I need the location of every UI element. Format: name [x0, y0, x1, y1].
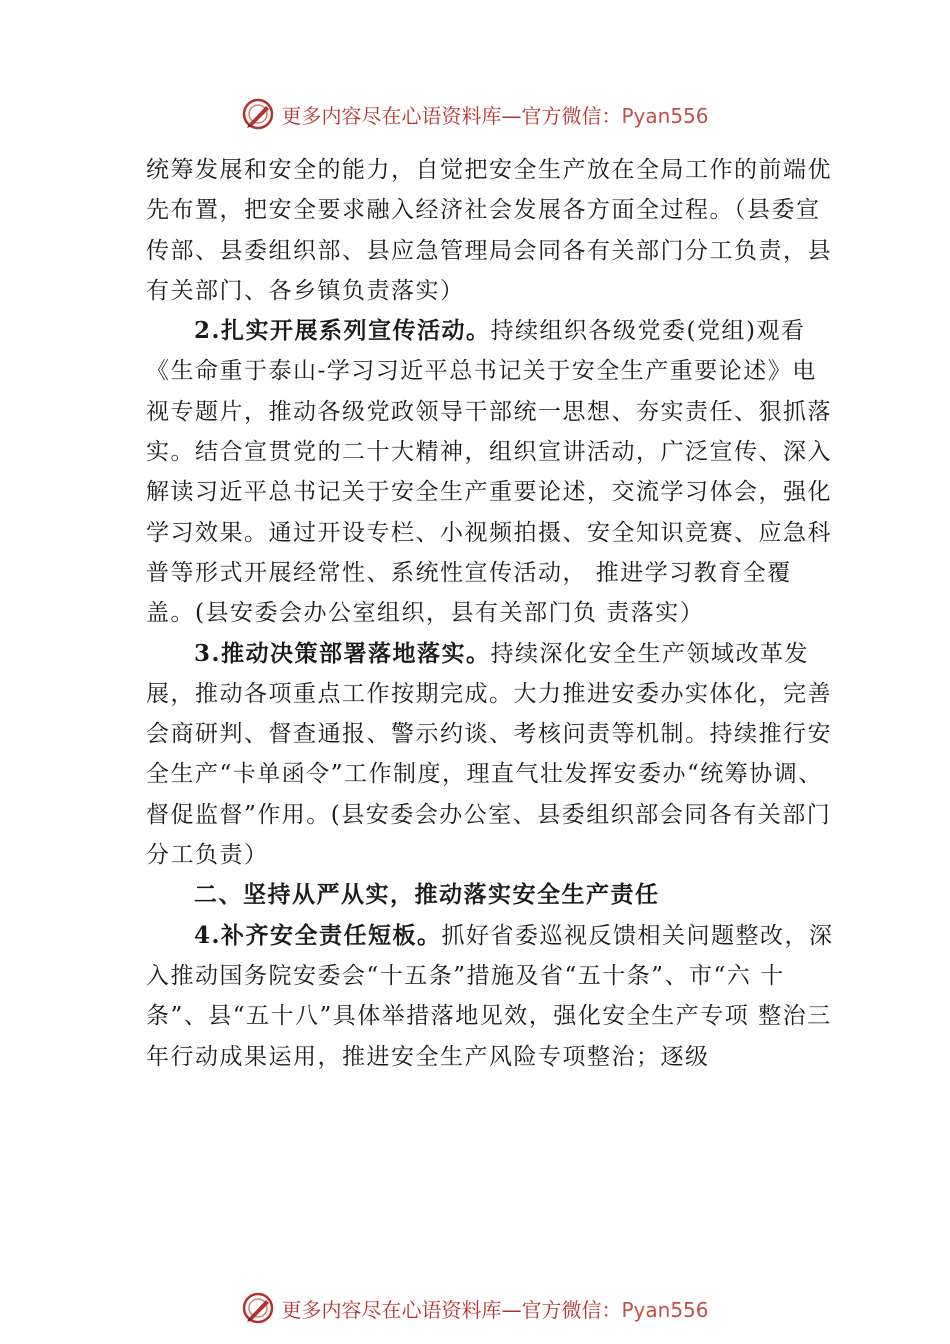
header-banner: [0, 94, 950, 134]
item-heading: 4.补齐安全责任短板。: [194, 921, 442, 949]
item-heading: 2.扎实开展系列宣传活动。: [194, 317, 491, 345]
item-text: 抓好省委巡视反馈相关问题整改，深入推动国务院安委会“十五条”措施及省“五十条”、市“六 十条”、县“五十八”具体举措落地见效，强化安全生产专项 整治三年行动成果运用，推进安全生产风险专项整治；逐级: [146, 922, 834, 1070]
section-heading: 二、坚持从严从实，推动落实安全生产责任: [194, 881, 660, 909]
brush-logo-icon: [241, 1291, 275, 1325]
item-text: 持续深化安全生产领域改革发展，推动各项重点工作按期完成。大力推进安委办实体化，完善会商研判、督查通报、警示约谈、考核问责等机制。持续推行安全生产“卡单函令”工作制度，理直气壮发挥安委办“统筹协调、督促监督”作用。(县安委会办公室、县委组织部会同各有关部门分工负责）: [146, 640, 832, 869]
paragraph-item-3: [146, 634, 836, 876]
item-heading: 3.推动决策部署落地落实。: [194, 639, 491, 667]
item-text: 持续组织各级党委(党组)观看《生命重于泰山-学习习近平总书记关于安全生产重要论述》电视专题片，推动各级党政领导干部统一思想、夯实责任、狠抓落实。结合宣贯党的二十大精神，组织宣讲活动，广泛宣传、深入解读习近平总书记关于安全生产重要论述，交流学习体会，强化学习效果。通过开设专栏、小视频拍摄、安全知识竞赛、应急科普等形式开展经常性、系统性宣传活动， 推进学习教育全覆盖。(县安委会办公室组织，县有关部门负 责落实）: [146, 318, 832, 627]
wechat-id: Pyan556: [621, 103, 709, 128]
paragraph: 统筹发展和安全的能力，自觉把安全生产放在全局工作的前端优先布置，把安全要求融入经济社会发展各方面全过程。（县委宣传部、县委组织部、县应急管理局会同各有关部门分工负责，县有关部门、各乡镇负责落实）: [146, 157, 832, 304]
brush-logo-icon: [241, 97, 275, 131]
header-banner-text: 更多内容尽在心语资料库—官方微信：Pyan556: [281, 103, 709, 128]
wechat-id: Pyan556: [621, 1297, 709, 1322]
paragraph-item-2: [146, 311, 836, 633]
document-body: [146, 150, 836, 1077]
footer-banner-text: 更多内容尽在心语资料库—官方微信：Pyan556: [281, 1297, 709, 1322]
paragraph-item-4: [146, 916, 836, 1077]
footer-banner: [0, 1288, 950, 1328]
